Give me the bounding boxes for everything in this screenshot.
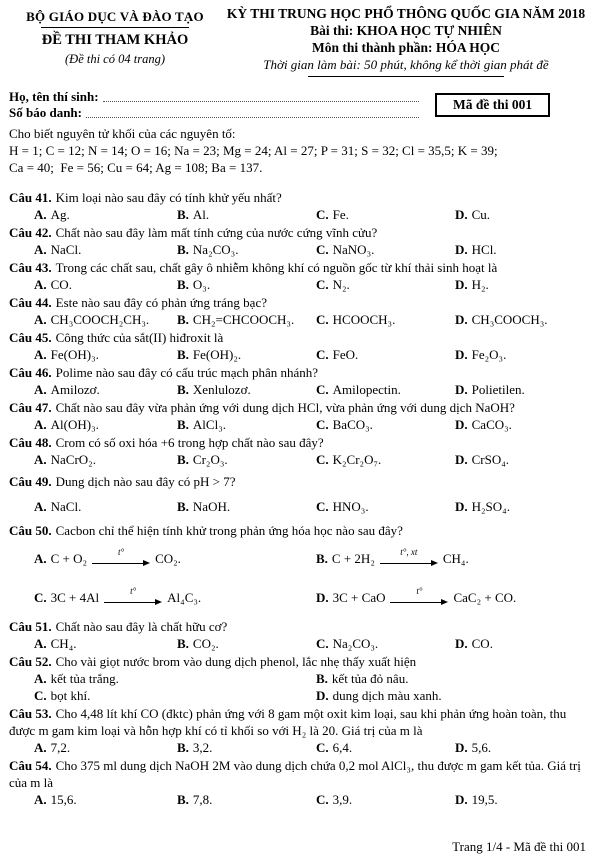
option-text: 19,5. bbox=[471, 792, 498, 807]
option-d bbox=[455, 635, 591, 652]
option-text: N₂. bbox=[332, 277, 350, 292]
answer-options bbox=[9, 498, 591, 515]
option-d bbox=[316, 578, 591, 617]
question-text bbox=[9, 399, 591, 416]
option-letter: B. bbox=[177, 242, 189, 257]
option-c bbox=[316, 498, 455, 515]
option-c bbox=[316, 241, 455, 258]
option-text: Xenlulozơ. bbox=[192, 382, 251, 397]
question-number: Câu 50. bbox=[9, 523, 52, 538]
option-d bbox=[455, 498, 591, 515]
answer-options bbox=[9, 739, 591, 756]
question-number: Câu 43. bbox=[9, 260, 52, 275]
option-text: 3,2. bbox=[192, 740, 213, 755]
question-number: Câu 53. bbox=[9, 706, 52, 721]
question-text bbox=[9, 653, 591, 670]
option-text: CH₃COOCH₂CH₃. bbox=[50, 312, 150, 327]
option-a bbox=[34, 498, 177, 515]
page-footer: Trang 1/4 - Mã đề thi 001 bbox=[452, 839, 586, 854]
student-info bbox=[9, 89, 591, 121]
dotted-line bbox=[103, 101, 419, 102]
atomic-mass-line-2: Ca = 40; Fe = 56; Cu = 64; Ag = 108; Ba = 137. bbox=[9, 160, 263, 175]
reaction-condition: t°, xt bbox=[400, 546, 418, 557]
option-text: CH₃COOCH₃. bbox=[471, 312, 548, 327]
question-body: Kim loại nào sau đây có tính khử yếu nhất? bbox=[55, 190, 282, 205]
atomic-mass-block bbox=[9, 125, 591, 176]
reaction-condition: t° bbox=[416, 585, 423, 596]
option-letter: C. bbox=[316, 452, 329, 467]
option-letter: A. bbox=[34, 347, 47, 362]
option-d bbox=[455, 276, 591, 293]
option-text: CH₂=CHCOOCH₃. bbox=[192, 312, 295, 327]
option-b bbox=[177, 311, 316, 328]
option-b bbox=[177, 498, 316, 515]
option-text: H₂SO₄. bbox=[471, 499, 510, 514]
option-letter: A. bbox=[34, 417, 47, 432]
option-text: 5,6. bbox=[471, 740, 492, 755]
question-number: Câu 42. bbox=[9, 225, 52, 240]
header-right bbox=[221, 6, 591, 77]
option-text: K₂Cr₂O₇. bbox=[332, 452, 382, 467]
option-letter: B. bbox=[177, 382, 189, 397]
option-d bbox=[455, 241, 591, 258]
option-a bbox=[34, 206, 177, 223]
reaction-products: CaC₂ + CO. bbox=[453, 590, 517, 605]
question-number: Câu 46. bbox=[9, 365, 52, 380]
option-text: CO. bbox=[471, 636, 493, 651]
option-text: dung dịch màu xanh. bbox=[332, 688, 442, 703]
option-d bbox=[316, 687, 591, 704]
question-body: Este nào sau đây có phản ứng tráng bạc? bbox=[55, 295, 267, 310]
question-44 bbox=[9, 294, 591, 328]
option-text: Amilopectin. bbox=[332, 382, 401, 397]
option-letter: A. bbox=[34, 636, 47, 651]
candidate-id-label: Số báo danh: bbox=[9, 105, 82, 120]
option-letter: D. bbox=[455, 382, 468, 397]
question-45 bbox=[9, 329, 591, 363]
answer-options bbox=[9, 416, 591, 433]
option-letter: C. bbox=[34, 590, 47, 605]
question-48 bbox=[9, 434, 591, 468]
reaction-arrow-icon bbox=[104, 585, 162, 607]
option-text: NaOH. bbox=[192, 499, 231, 514]
option-letter: C. bbox=[34, 688, 47, 703]
option-text: CO₂. bbox=[192, 636, 219, 651]
option-d bbox=[455, 451, 591, 468]
option-text: Ag. bbox=[50, 207, 70, 222]
option-letter: D. bbox=[455, 636, 468, 651]
option-text: HNO₃. bbox=[332, 499, 369, 514]
option-letter: C. bbox=[316, 312, 329, 327]
option-b bbox=[177, 206, 316, 223]
option-letter: B. bbox=[177, 499, 189, 514]
option-b bbox=[316, 539, 591, 578]
option-letter: C. bbox=[316, 636, 329, 651]
option-text: CH₄. bbox=[50, 636, 77, 651]
exam-type-title: ĐỀ THI THAM KHẢO bbox=[41, 32, 189, 48]
answer-options bbox=[9, 635, 591, 652]
option-c bbox=[316, 739, 455, 756]
option-letter: C. bbox=[316, 382, 329, 397]
option-letter: D. bbox=[455, 312, 468, 327]
question-number: Câu 54. bbox=[9, 758, 52, 773]
option-a bbox=[34, 451, 177, 468]
option-letter: C. bbox=[316, 242, 329, 257]
option-b bbox=[177, 276, 316, 293]
subject-name: Môn thi thành phần: HÓA HỌC bbox=[312, 40, 500, 55]
option-a bbox=[34, 635, 177, 652]
answer-options bbox=[9, 670, 591, 704]
option-letter: B. bbox=[316, 551, 328, 566]
option-a bbox=[34, 416, 177, 433]
option-text: 6,4. bbox=[332, 740, 353, 755]
option-text: NaCrO₂. bbox=[50, 452, 96, 467]
question-body: Cho 4,48 lít khí CO (đktc) phản ứng với 8 gam một oxit kim loại, sau khi phản ứng hoàn toàn, thu được m gam kim loại và hỗn hợp khí có tỉ khối so với H₂ là 20. Giá trị của m là bbox=[9, 706, 567, 738]
reaction-arrow-icon bbox=[390, 585, 448, 607]
reaction-arrow-icon bbox=[92, 546, 150, 568]
question-text bbox=[9, 364, 591, 381]
option-d bbox=[455, 206, 591, 223]
question-number: Câu 41. bbox=[9, 190, 52, 205]
option-text: 3,9. bbox=[332, 792, 353, 807]
option-letter: B. bbox=[177, 312, 189, 327]
question-text bbox=[9, 434, 591, 451]
option-c bbox=[316, 791, 455, 808]
question-text bbox=[9, 522, 591, 539]
option-text: Al. bbox=[192, 207, 210, 222]
question-text bbox=[9, 224, 591, 241]
question-body: Công thức của sắt(II) hiđroxit là bbox=[55, 330, 224, 345]
option-text: CrSO₄. bbox=[471, 452, 510, 467]
question-53 bbox=[9, 705, 591, 756]
header-left bbox=[9, 6, 221, 77]
page-count-note: (Đề thi có 04 trang) bbox=[65, 52, 165, 66]
question-42 bbox=[9, 224, 591, 258]
option-letter: B. bbox=[177, 740, 189, 755]
option-letter: D. bbox=[316, 590, 329, 605]
option-letter: A. bbox=[34, 551, 47, 566]
header-left-rule bbox=[41, 27, 189, 28]
option-c bbox=[316, 416, 455, 433]
option-text: O₃. bbox=[192, 277, 211, 292]
option-letter: A. bbox=[34, 792, 47, 807]
duration-note: Thời gian làm bài: 50 phút, không kể thời gian phát đề bbox=[263, 57, 549, 72]
option-letter: C. bbox=[316, 347, 329, 362]
option-d bbox=[455, 739, 591, 756]
option-text: AlCl₃. bbox=[192, 417, 226, 432]
question-46 bbox=[9, 364, 591, 398]
option-letter: B. bbox=[177, 347, 189, 362]
question-body: Trong các chất sau, chất gây ô nhiễm không khí có nguồn gốc từ khí thải sinh hoạt là bbox=[55, 260, 498, 275]
ministry-name: BỘ GIÁO DỤC VÀ ĐÀO TẠO bbox=[26, 9, 204, 24]
question-text bbox=[9, 259, 591, 276]
option-text: HCOOCH₃. bbox=[332, 312, 396, 327]
option-text: Fe₂O₃. bbox=[471, 347, 507, 362]
option-d bbox=[455, 311, 591, 328]
option-b bbox=[177, 791, 316, 808]
question-body: Chất nào sau đây làm mất tính cứng của nước cứng vĩnh cửu? bbox=[55, 225, 378, 240]
option-text: Na₂CO₃. bbox=[332, 636, 379, 651]
option-d bbox=[455, 346, 591, 363]
option-text: Fe(OH)₂. bbox=[192, 347, 242, 362]
option-b bbox=[177, 739, 316, 756]
option-letter: B. bbox=[177, 417, 189, 432]
option-letter: A. bbox=[34, 452, 47, 467]
option-text: HCl. bbox=[471, 242, 497, 257]
option-text: 7,8. bbox=[192, 792, 213, 807]
option-letter: B. bbox=[177, 277, 189, 292]
question-text bbox=[9, 189, 591, 206]
option-c bbox=[316, 381, 455, 398]
question-number: Câu 48. bbox=[9, 435, 52, 450]
option-letter: C. bbox=[316, 277, 329, 292]
answer-options bbox=[9, 539, 591, 617]
option-d bbox=[455, 791, 591, 808]
option-b bbox=[177, 346, 316, 363]
candidate-name-label: Họ, tên thí sinh: bbox=[9, 89, 99, 104]
option-d bbox=[455, 381, 591, 398]
option-a bbox=[34, 346, 177, 363]
option-text: Polietilen. bbox=[471, 382, 525, 397]
option-text: 15,6. bbox=[50, 792, 77, 807]
student-fields bbox=[9, 89, 419, 121]
option-text: Al(OH)₃. bbox=[50, 417, 99, 432]
option-c bbox=[316, 311, 455, 328]
option-letter: B. bbox=[177, 792, 189, 807]
option-letter: D. bbox=[455, 452, 468, 467]
question-number: Câu 52. bbox=[9, 654, 52, 669]
option-text: bọt khí. bbox=[50, 688, 91, 703]
option-letter: A. bbox=[34, 671, 47, 686]
option-letter: D. bbox=[455, 417, 468, 432]
option-a bbox=[34, 276, 177, 293]
question-47 bbox=[9, 399, 591, 433]
option-letter: B. bbox=[177, 207, 189, 222]
question-number: Câu 51. bbox=[9, 619, 52, 634]
option-letter: D. bbox=[455, 207, 468, 222]
option-b bbox=[177, 451, 316, 468]
option-d bbox=[455, 416, 591, 433]
question-number: Câu 45. bbox=[9, 330, 52, 345]
option-text: CaCO₃. bbox=[471, 417, 512, 432]
atomic-mass-line-1: H = 1; C = 12; N = 14; O = 16; Na = 23; Mg = 24; Al = 27; P = 31; S = 32; Cl = 35,5; K = 39; bbox=[9, 143, 498, 158]
question-text bbox=[9, 473, 591, 490]
reaction-condition: t° bbox=[118, 546, 125, 557]
option-c bbox=[316, 206, 455, 223]
option-letter: B. bbox=[177, 636, 189, 651]
option-letter: D. bbox=[455, 242, 468, 257]
candidate-id-row bbox=[9, 105, 419, 121]
option-c bbox=[316, 346, 455, 363]
option-text: Na₂CO₃. bbox=[192, 242, 239, 257]
question-number: Câu 44. bbox=[9, 295, 52, 310]
option-text: Fe. bbox=[332, 207, 349, 222]
option-text: 7,2. bbox=[50, 740, 71, 755]
question-body: Cho vài giọt nước brom vào dung dịch phenol, lắc nhẹ thấy xuất hiện bbox=[55, 654, 417, 669]
question-50 bbox=[9, 522, 591, 617]
option-letter: C. bbox=[316, 740, 329, 755]
option-letter: A. bbox=[34, 499, 47, 514]
question-54 bbox=[9, 757, 591, 808]
option-letter: A. bbox=[34, 242, 47, 257]
option-b bbox=[177, 416, 316, 433]
answer-options bbox=[9, 311, 591, 328]
exam-name: KỲ THI TRUNG HỌC PHỔ THÔNG QUỐC GIA NĂM 2018 bbox=[226, 6, 586, 21]
option-b bbox=[177, 381, 316, 398]
answer-options bbox=[9, 381, 591, 398]
option-c bbox=[316, 635, 455, 652]
option-a bbox=[34, 241, 177, 258]
reaction-products: CO₂. bbox=[155, 551, 181, 566]
exam-header bbox=[9, 6, 591, 77]
option-letter: B. bbox=[177, 452, 189, 467]
option-text: BaCO₃. bbox=[332, 417, 373, 432]
header-right-rule bbox=[308, 76, 504, 77]
answer-options bbox=[9, 346, 591, 363]
answer-options bbox=[9, 276, 591, 293]
question-43 bbox=[9, 259, 591, 293]
option-b bbox=[177, 241, 316, 258]
option-text: NaNO₃. bbox=[332, 242, 375, 257]
option-letter: A. bbox=[34, 207, 47, 222]
dotted-line bbox=[86, 117, 419, 118]
question-body: Chất nào sau đây vừa phản ứng với dung dịch HCl, vừa phản ứng với dung dịch NaOH? bbox=[55, 400, 515, 415]
reaction-arrow-icon bbox=[380, 546, 438, 568]
question-body: Cacbon chỉ thể hiện tính khử trong phản ứng hóa học nào sau đây? bbox=[55, 523, 403, 538]
question-body: Dung dịch nào sau đây có pH > 7? bbox=[55, 474, 236, 489]
question-51 bbox=[9, 618, 591, 652]
option-text: kết tủa trắng. bbox=[50, 671, 119, 686]
reaction-products: CH₄. bbox=[442, 551, 469, 566]
option-letter: C. bbox=[316, 499, 329, 514]
reaction-reactants: 3C + CaO bbox=[332, 590, 386, 605]
option-letter: C. bbox=[316, 207, 329, 222]
option-text: NaCl. bbox=[50, 499, 82, 514]
candidate-name-row bbox=[9, 89, 419, 105]
test-name: Bài thi: KHOA HỌC TỰ NHIÊN bbox=[310, 23, 502, 38]
exam-code-box: Mã đề thi 001 bbox=[435, 93, 550, 117]
reaction-reactants: 3C + 4Al bbox=[50, 590, 100, 605]
question-body: Polime nào sau đây có cấu trúc mạch phân nhánh? bbox=[55, 365, 319, 380]
answer-options bbox=[9, 206, 591, 223]
question-52 bbox=[9, 653, 591, 704]
reaction-condition: t° bbox=[130, 585, 137, 596]
question-body: Crom có số oxi hóa +6 trong hợp chất nào sau đây? bbox=[55, 435, 324, 450]
option-text: CO. bbox=[50, 277, 72, 292]
option-letter: A. bbox=[34, 382, 47, 397]
question-text bbox=[9, 329, 591, 346]
answer-options bbox=[9, 241, 591, 258]
option-letter: D. bbox=[455, 740, 468, 755]
question-text bbox=[9, 757, 591, 791]
option-letter: C. bbox=[316, 792, 329, 807]
option-c bbox=[316, 276, 455, 293]
option-c bbox=[316, 451, 455, 468]
atomic-mass-intro: Cho biết nguyên tử khối của các nguyên tố: bbox=[9, 126, 236, 141]
reaction-products: Al₄C₃. bbox=[167, 590, 202, 605]
option-a bbox=[34, 670, 316, 687]
option-b bbox=[177, 635, 316, 652]
reaction-reactants: C + 2H₂ bbox=[331, 551, 375, 566]
question-number: Câu 49. bbox=[9, 474, 52, 489]
answer-options bbox=[9, 451, 591, 468]
question-text bbox=[9, 618, 591, 635]
option-letter: D. bbox=[455, 277, 468, 292]
option-letter: D. bbox=[455, 499, 468, 514]
question-49 bbox=[9, 469, 591, 521]
option-text: Fe(OH)₃. bbox=[50, 347, 99, 362]
reaction-reactants: C + O₂ bbox=[50, 551, 88, 566]
question-41 bbox=[9, 189, 591, 223]
question-text bbox=[9, 705, 591, 739]
option-letter: A. bbox=[34, 277, 47, 292]
option-text: H₂. bbox=[471, 277, 489, 292]
option-text: Amilozơ. bbox=[50, 382, 100, 397]
option-text: Cu. bbox=[471, 207, 491, 222]
option-a bbox=[34, 739, 177, 756]
option-letter: C. bbox=[316, 417, 329, 432]
option-a bbox=[34, 791, 177, 808]
option-c bbox=[34, 578, 316, 617]
option-a bbox=[34, 381, 177, 398]
option-text: Cr₂O₃. bbox=[192, 452, 228, 467]
option-a bbox=[34, 311, 177, 328]
question-number: Câu 47. bbox=[9, 400, 52, 415]
option-letter: D. bbox=[455, 792, 468, 807]
question-body: Cho 375 ml dung dịch NaOH 2M vào dung dịch chứa 0,2 mol AlCl₃, thu được m gam kết tủa. Giá trị của m là bbox=[9, 758, 581, 790]
option-c bbox=[34, 687, 316, 704]
option-a bbox=[34, 539, 316, 578]
option-text: NaCl. bbox=[50, 242, 82, 257]
option-text: FeO. bbox=[332, 347, 359, 362]
option-text: kết tủa đỏ nâu. bbox=[331, 671, 409, 686]
option-letter: A. bbox=[34, 740, 47, 755]
option-letter: A. bbox=[34, 312, 47, 327]
question-body: Chất nào sau đây là chất hữu cơ? bbox=[55, 619, 228, 634]
option-letter: D. bbox=[455, 347, 468, 362]
option-letter: B. bbox=[316, 671, 328, 686]
option-letter: D. bbox=[316, 688, 329, 703]
question-text bbox=[9, 294, 591, 311]
option-b bbox=[316, 670, 591, 687]
answer-options bbox=[9, 791, 591, 808]
question-list bbox=[9, 189, 591, 808]
